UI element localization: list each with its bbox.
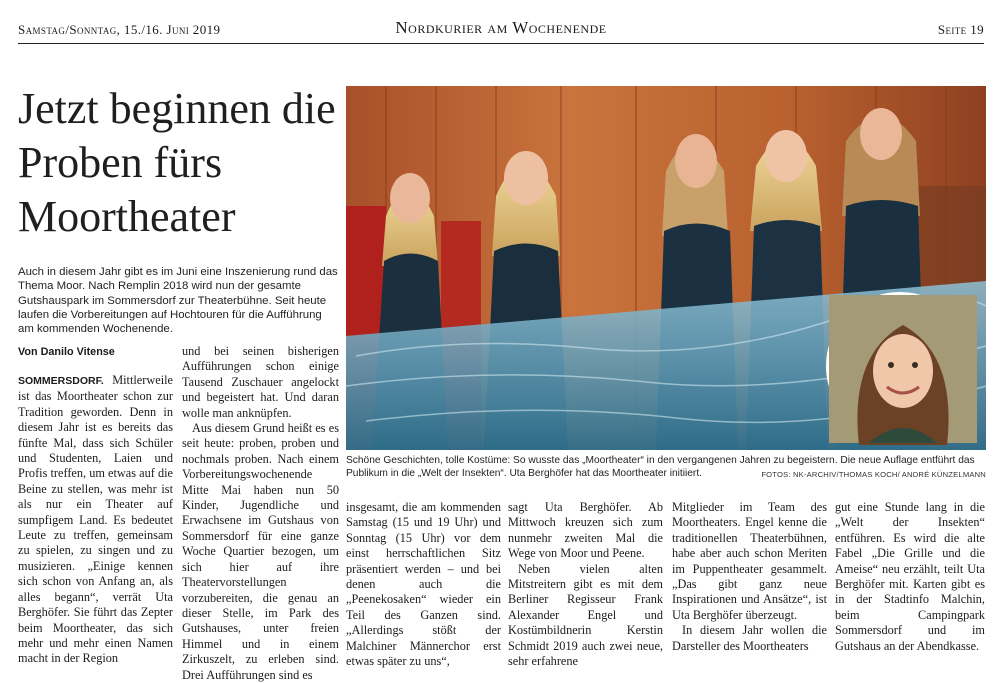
text-column-5: [672, 500, 827, 654]
column-text: Mitglieder im Team des Moortheaters. Engel kenne die traditionellen Theaterbühnen, habe aber auch schon Meriten im Puppentheater gesammelt. „Das gibt ganz neue Inspirationen und Ansätze“, ist Uta Berghöfer überzeugt.: [672, 500, 827, 622]
dateline: SOMMERSDORF.: [18, 375, 104, 387]
page-number: Seite 19: [937, 22, 984, 37]
text-column-4: [508, 500, 663, 669]
column-text: Mittlerweile ist das Moortheater schon zur Tradition geworden. Denn in diesem Jahr ist es bereits das fünfte Mal, dass sich Schüler und Studenten, Laien und Profis treffen, um etwas auf die Beine zu stellen, was mehr ist als nur ein Theater auf sumpfigem Land. Es bedeutet Leute zu treffen, gemeinsam zu spielen, zu singen und zu musizieren. „Einige kennen sich schon von Anfang an, als alles begann“, verrät Uta Berghöfer. Sie führt das Zepter beim Moortheater, das sich mehr und mehr einen Namen macht in der Region: [18, 373, 173, 666]
main-photo: [346, 86, 986, 450]
portrait-inset: [826, 292, 974, 440]
column-text: insgesamt, die am kommenden Samstag (15 und 19 Uhr) und Sonntag (15 Uhr) vor dem einst herrschaftlichen Sitz präsentiert werden – und bei denen auch die „Peenekosaken“ wieder ein Teil des Ganzen sind. „Allerdings stößt der Malchiner Männerchor erst etwas später zu uns“,: [346, 500, 501, 669]
issue-date: Samstag/Sonntag, 15./16. Juni 2019: [18, 22, 221, 37]
lead-paragraph: Auch in diesem Jahr gibt es im Juni eine Inszenierung rund das Thema Moor. Nach Remplin 2018 wird nun der gesamte Gutshauspark im Sommersdorf zur Theaterbühne. Seit heute laufen die Vorbereitungen auf Hochtouren für die Aufführung am kommenden Wochenende.: [18, 266, 338, 336]
column-text: Neben vielen alten Mitstreitern gibt es mit dem Berliner Regisseur Frank Alexander Engel und Kostümbildnerin Kerstin Schmidt 2019 auch zwei neue, sehr erfahrene: [508, 561, 663, 669]
byline: Von Danilo Vitense: [18, 346, 115, 358]
page-header: [18, 18, 984, 44]
column-text: In diesem Jahr wollen die Darsteller des Moortheaters: [672, 623, 827, 653]
column-text: sagt Uta Berghöfer. Ab Mittwoch kreuzen sich zum nunmehr zweiten Mal die Wege von Moor und Peene.: [508, 500, 663, 561]
text-column-1: [18, 373, 173, 667]
headline: Jetzt beginnen die Proben fürs Moortheater: [18, 84, 336, 241]
column-text: Aus diesem Grund heißt es es seit heute: proben, proben und nochmals proben. Nach einem Vorbereitungswochenende Mitte Mai haben nun 50 Kinder, Jugendliche und Erwachsene im Gutshaus von Sommersdorf für eine ganze Woche Quartier bezogen, um sich hier auf ihre Theatervorstellungen vorzubereiten, die genau an dieser Stelle, im Park des Gutshauses, unter freien Himmel und in einem Zirkuszelt, zu erleben sind. Drei Aufführungen sind es: [182, 421, 339, 682]
photo-credit: FOTOS: NK-ARCHIV/THOMAS KOCH/ ANDRÉ KÜNZELMANN: [761, 470, 986, 479]
column-text: und bei seinen bisherigen Aufführungen schon einige Tausend Zuschauer angelockt und begeistert hat. Und daran wolle man anknüpfen.: [182, 344, 339, 420]
column-text: gut eine Stunde lang in die „Welt der Insekten“ entführen. Es wird die alte Fabel „Die Grille und die Ameise“ neu erzählt, teilt Uta Berghöfer mit. Karten gibt es in der Stadtinfo Malchin, beim Campingpark Sommersdorf und im Gutshaus an der Abendkasse.: [835, 500, 985, 653]
text-column-2: [182, 344, 339, 683]
portrait-photo: [829, 295, 977, 443]
photo-caption: Schöne Geschichten, tolle Kostüme: So wusste das „Moortheater“ in den vergangenen Jahren zu begeistern. Die neue Auflage entführt das Publikum in die „Welt der Insekten“. Uta Berghöfer hat das Moortheater initiiert.: [346, 455, 975, 480]
text-column-3: [346, 500, 501, 669]
text-column-6: [835, 500, 985, 654]
newspaper-name: Nordkurier am Wochenende: [395, 18, 607, 37]
